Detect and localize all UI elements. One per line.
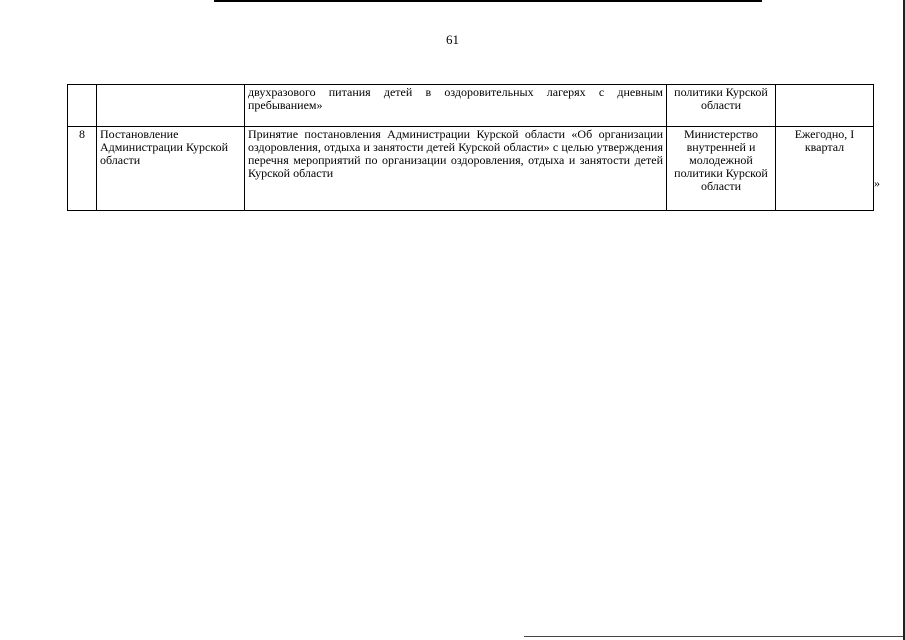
cell-deadline bbox=[776, 85, 874, 127]
scan-edge-bottom bbox=[524, 636, 905, 637]
table-row bbox=[68, 127, 874, 211]
table-row bbox=[68, 85, 874, 127]
cell-responsible: политики Курской области bbox=[667, 85, 776, 127]
cell-action: двухразового питания детей в оздоровительных лагерях с дневным пребыванием» bbox=[245, 85, 667, 127]
cell-document bbox=[97, 85, 245, 127]
cell-responsible: Министерство внутренней и молодежной политики Курской области bbox=[667, 127, 776, 211]
cell-number bbox=[68, 85, 97, 127]
cell-number: 8 bbox=[68, 127, 97, 211]
page-number: 61 bbox=[446, 32, 459, 47]
cell-action: Принятие постановления Администрации Курской области «Об организации оздоровления, отдыха и занятости детей Курской области» с целью утверждения перечня мероприятий по организации оздоровления, отдыха и занятости детей Курской области bbox=[245, 127, 667, 211]
scan-edge-top bbox=[214, 0, 762, 2]
closing-quote: » bbox=[874, 176, 880, 190]
cell-deadline: Ежегодно, I квартал bbox=[776, 127, 874, 211]
cell-document: Постановление Администрации Курской области bbox=[97, 127, 245, 211]
measures-table bbox=[67, 84, 874, 211]
